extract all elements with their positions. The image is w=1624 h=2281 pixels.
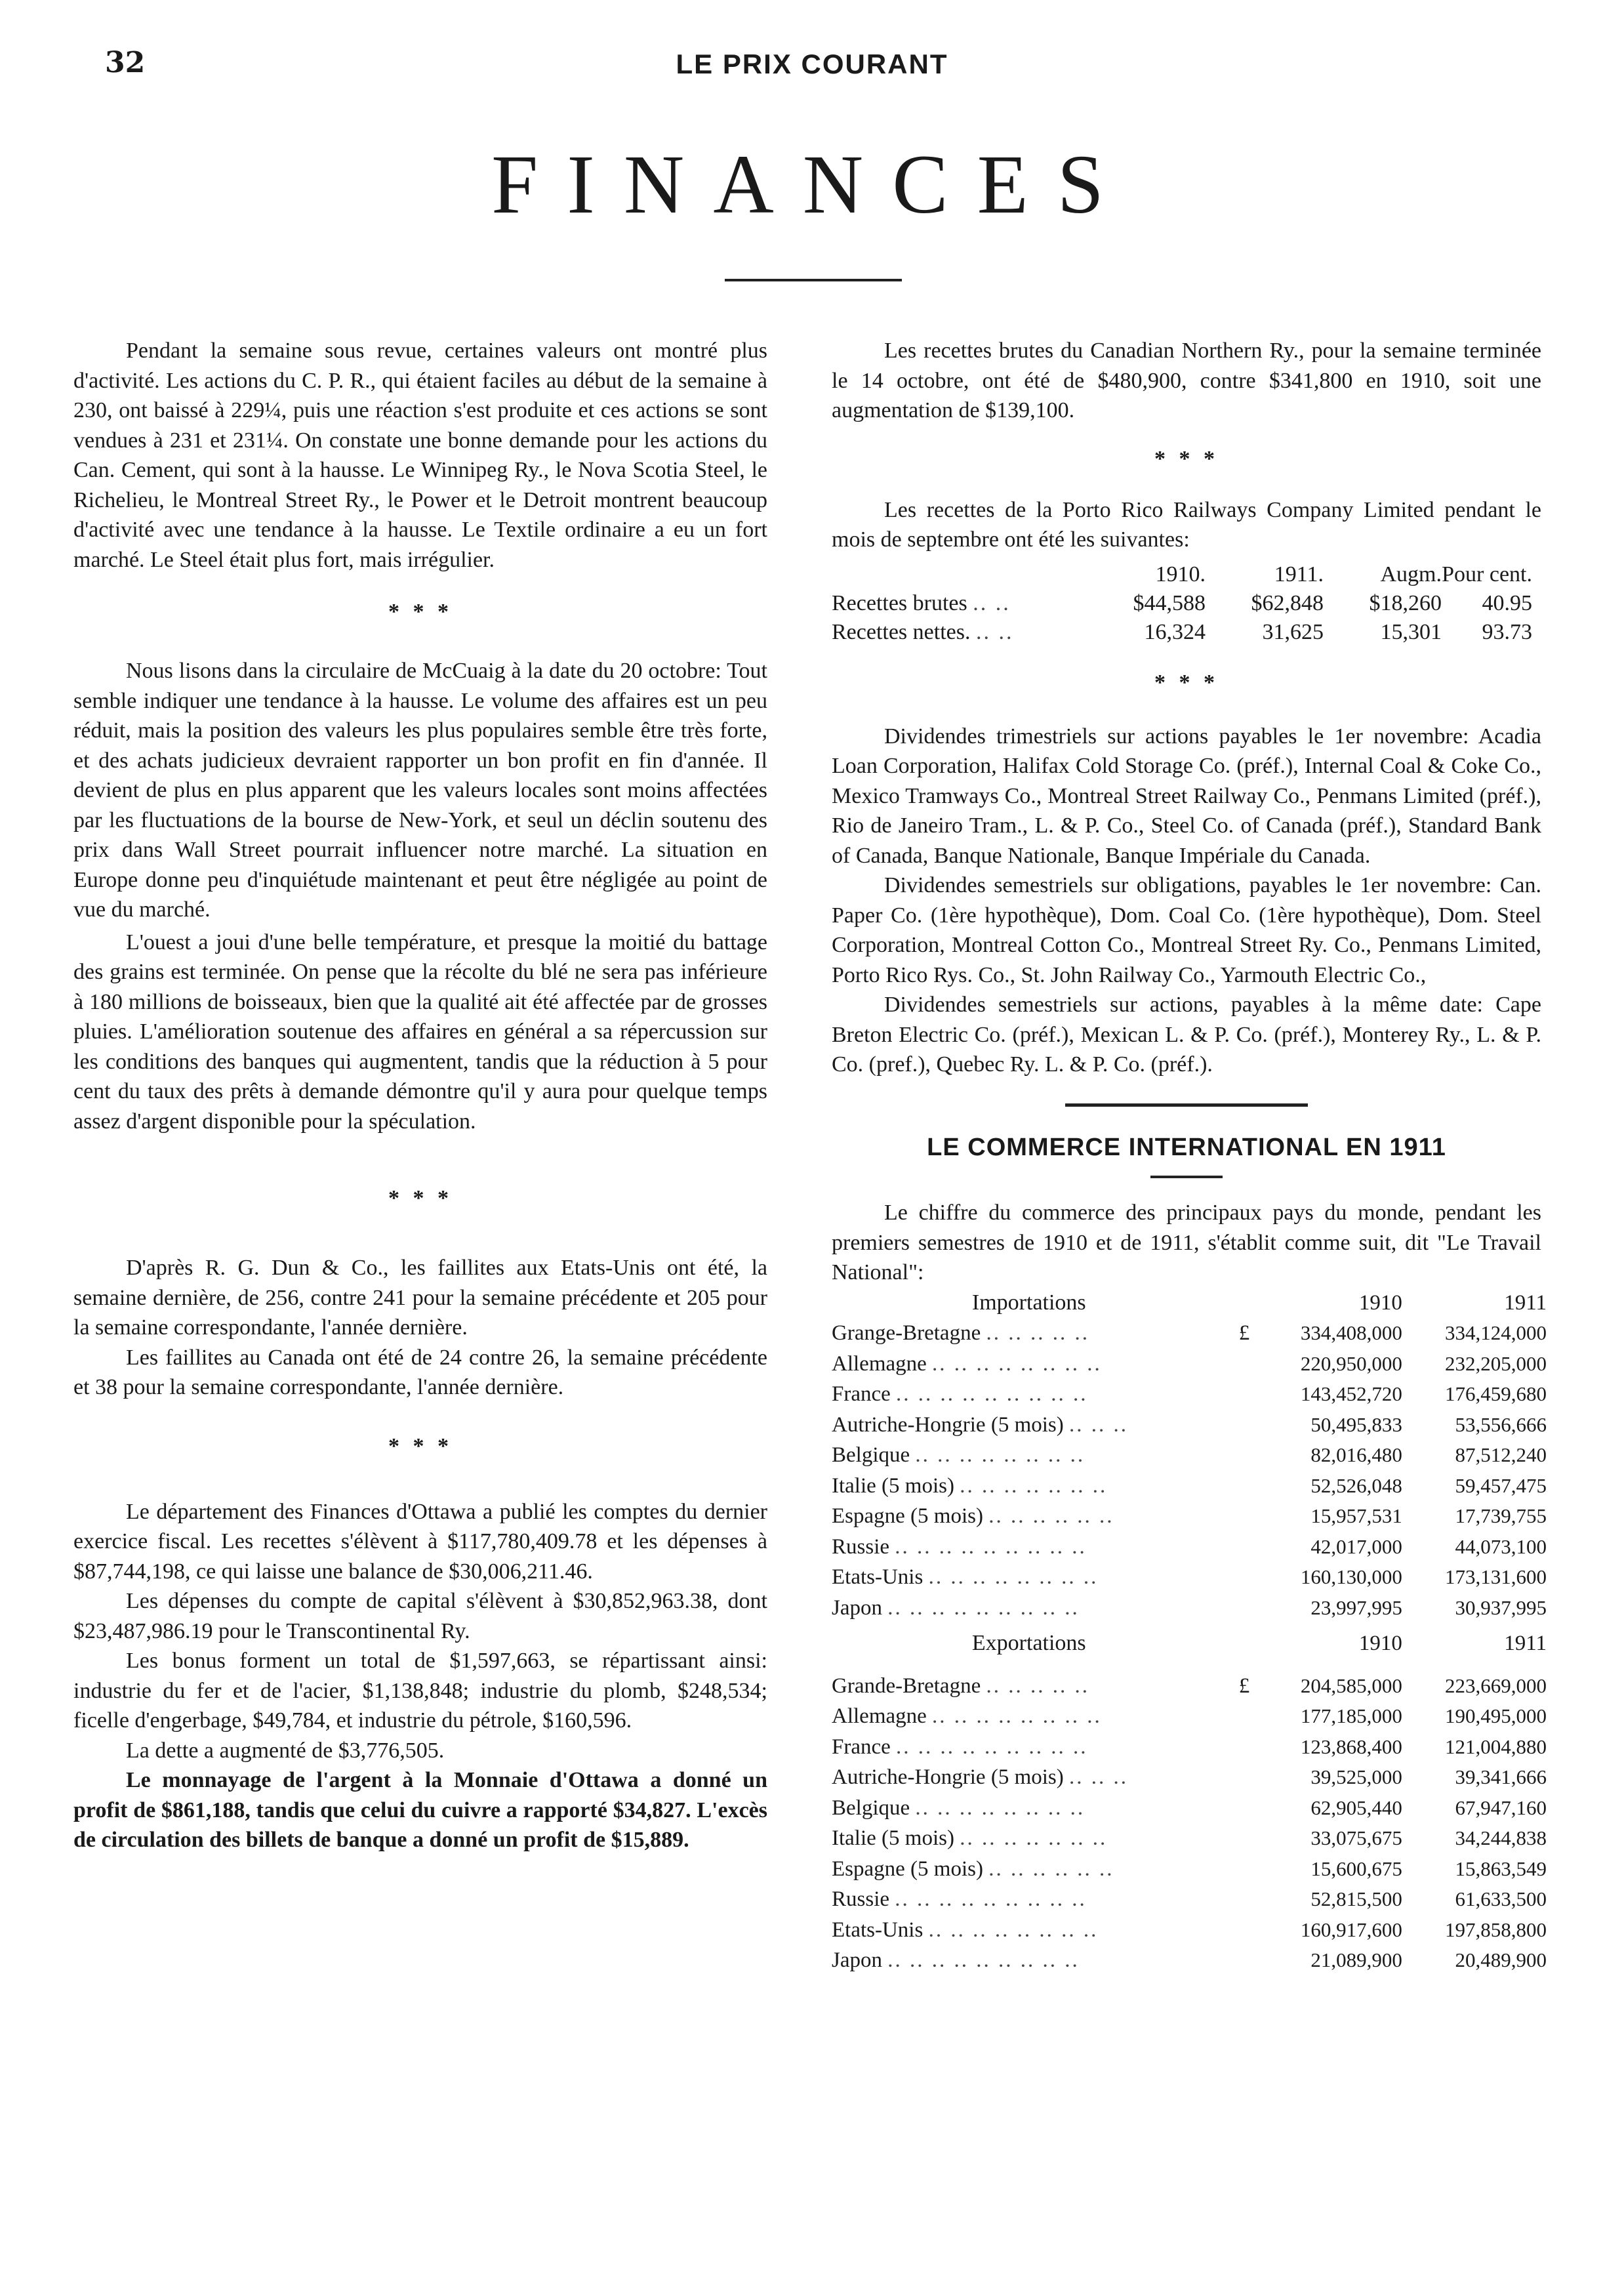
currency-symbol xyxy=(1227,1379,1250,1410)
table-header-row xyxy=(832,560,1532,589)
exports-title: Exportations xyxy=(971,1631,1086,1655)
value-1911: 61,633,500 xyxy=(1455,1887,1547,1910)
paragraph-porto-rico: Les recettes de la Porto Rico Railways Company Limited pendant le mois de septembre ont été les suivantes: xyxy=(832,497,1541,552)
value-1911: 173,131,600 xyxy=(1445,1565,1547,1588)
table-row xyxy=(832,589,1532,618)
value-1910: 143,452,720 xyxy=(1300,1382,1402,1405)
currency-symbol xyxy=(1227,1349,1250,1380)
value-1911: 30,937,995 xyxy=(1455,1595,1547,1619)
value-1910: 16,324 xyxy=(1144,619,1206,644)
leader-dots: .. .. .. xyxy=(1069,1765,1128,1789)
table-row xyxy=(832,1854,1547,1885)
table-row xyxy=(832,1793,1547,1824)
imports-year-2: 1911 xyxy=(1504,1290,1547,1315)
leader-dots: .. .. xyxy=(973,590,1011,615)
paragraph-canadian-northern: Les recettes brutes du Canadian Northern Ry., pour la semaine terminée le 14 octobre, ont été de $480,900, contre $341,800 en 1910, soit une augmentation de $139,100. xyxy=(832,339,1541,422)
value-1911: 232,205,000 xyxy=(1445,1351,1547,1375)
value-1910: 160,917,600 xyxy=(1300,1918,1402,1941)
value-1910: 33,075,675 xyxy=(1310,1826,1402,1849)
imports-table xyxy=(832,1288,1547,1624)
row-label: Recettes nettes. xyxy=(832,619,971,644)
currency-symbol xyxy=(1227,1854,1250,1885)
leader-dots: .. .. .. xyxy=(1069,1412,1128,1437)
exports-header-row xyxy=(832,1628,1547,1659)
value-1911: 190,495,000 xyxy=(1445,1704,1547,1727)
paragraph-monnayage: Le monnayage de l'argent à la Monnaie d'Ottawa a donné un profit de $861,188, tandis que celui du cuivre a rapporté $34,827. L'excès de circulation des billets de banque a donné un profit de $15,889. xyxy=(73,1768,767,1852)
col-1910: 1910. xyxy=(1155,562,1206,586)
left-column xyxy=(73,336,767,1855)
leader-dots: .. .. .. .. .. .. .. .. xyxy=(932,1704,1102,1728)
leader-dots: .. .. .. .. .. .. .. .. xyxy=(928,1918,1099,1942)
value-1910: 52,815,500 xyxy=(1310,1887,1402,1910)
currency-symbol xyxy=(1227,1762,1250,1793)
country-name: Italie (5 mois) xyxy=(832,1473,954,1498)
country-name: Russie xyxy=(832,1534,890,1559)
currency-symbol xyxy=(1227,1501,1250,1532)
stars-text: * * * xyxy=(1154,446,1219,471)
paragraph-market: Pendant la semaine sous revue, certaines valeurs ont montré plus d'activité. Les actions du C. P. R., qui étaient faciles au début de la semaine à 230, ont baissé à 229¼, puis une réaction s'est produite et ces actions se sont vendues à 231 et 231¼. On constate une bonne demande pour les actions du Can. Cement, qui sont à la hausse. Le Winnipeg Ry., le Nova Scotia Steel, le Richelieu, le Montreal Street Ry., le Power et le Detroit montrent beaucoup d'activité avec une tendance à la hausse. Le Textile ordinaire a eu un fort marché. Le Steel était plus fort, mais irrégulier. xyxy=(73,339,767,572)
country-name: Etats-Unis xyxy=(832,1565,924,1589)
section-stars xyxy=(832,670,1541,695)
col-augm: Augm. xyxy=(1380,562,1442,586)
table-row xyxy=(832,1440,1547,1471)
value-augm: 15,301 xyxy=(1380,619,1442,644)
table-row xyxy=(832,618,1532,647)
currency-symbol xyxy=(1227,1732,1250,1763)
leader-dots: .. .. .. .. .. .. .. .. .. xyxy=(896,1735,1088,1759)
value-1911: 34,244,838 xyxy=(1455,1826,1547,1849)
country-name: Etats-Unis xyxy=(832,1918,924,1942)
value-1911: 176,459,680 xyxy=(1445,1382,1547,1405)
currency-symbol xyxy=(1227,1593,1250,1624)
value-1910: 177,185,000 xyxy=(1300,1704,1402,1727)
page-title: FINANCES xyxy=(491,138,1133,231)
value-1910: 23,997,995 xyxy=(1310,1595,1402,1619)
table-row xyxy=(832,1349,1547,1380)
value-1910: 42,017,000 xyxy=(1310,1534,1402,1558)
stars-text: * * * xyxy=(388,1186,453,1210)
table-row xyxy=(832,1318,1547,1349)
heading-underline xyxy=(1150,1176,1223,1178)
value-pct: 93.73 xyxy=(1482,619,1532,644)
leader-dots: .. .. .. .. .. .. .. xyxy=(960,1473,1108,1498)
value-1911: 39,341,666 xyxy=(1455,1765,1547,1788)
value-1910: 160,130,000 xyxy=(1300,1565,1402,1588)
value-1911: 53,556,666 xyxy=(1455,1412,1547,1436)
col-1911: 1911. xyxy=(1274,562,1324,586)
paragraph-faillites-canada: Les faillites au Canada ont été de 24 contre 26, la semaine précédente et 38 pour la semaine correspondante, l'année dernière. xyxy=(73,1345,767,1399)
leader-dots: .. .. .. .. .. .. .. .. .. xyxy=(896,1382,1088,1406)
title-rule xyxy=(725,279,902,281)
country-name: Allemagne xyxy=(832,1351,927,1376)
table-row xyxy=(832,1671,1547,1702)
value-1911: 31,625 xyxy=(1262,619,1324,644)
leader-dots: .. .. xyxy=(975,619,1014,644)
stars-text: * * * xyxy=(1154,670,1219,695)
row-label: Recettes brutes xyxy=(832,590,967,615)
country-name: Japon xyxy=(832,1948,882,1972)
imports-header-row xyxy=(832,1288,1547,1319)
table-row xyxy=(832,1501,1547,1532)
value-1910: 220,950,000 xyxy=(1300,1351,1402,1375)
value-1911: 87,512,240 xyxy=(1455,1443,1547,1466)
paragraph-dividendes-obligations: Dividendes semestriels sur obligations, payables le 1er novembre: Can. Paper Co. (1ère hypothèque), Dom. Coal Co. (1ère hypothèque), Dom. Steel Corporation, Montreal Cotton Co., Montreal Street Ry. Co., Penmans Limited, Porto Rico Rys. Co., St. John Railway Co., Yarmouth Electric Co., xyxy=(832,873,1541,987)
country-name: Belgique xyxy=(832,1443,910,1467)
leader-dots: .. .. .. .. .. .. .. .. xyxy=(915,1796,1086,1820)
paragraph-capital: Les dépenses du compte de capital s'élèvent à $30,852,963.38, dont $23,487,986.19 pour le Transcontinental Ry. xyxy=(73,1589,767,1643)
section-rule xyxy=(1065,1103,1308,1107)
paragraph-ouest: L'ouest a joui d'une belle température, et presque la moitié du battage des grains est terminée. On pense que la récolte du blé ne sera pas inférieure à 180 millions de boisseaux, bien que la qualité ait été affectée par de grosses pluies. L'amélioration soutenue des affaires en général a sa répercussion sur les conditions des banques qui augmentent, tandis que la réduction à 5 pour cent du taux des prêts à demande démontre qu'il y aura pour quelque temps assez d'argent disponible pour la spéculation. xyxy=(73,930,767,1134)
imports-title: Importations xyxy=(971,1290,1086,1315)
table-row xyxy=(832,1532,1547,1563)
leader-dots: .. .. .. .. .. .. .. .. .. xyxy=(895,1534,1087,1559)
country-name: Japon xyxy=(832,1595,882,1620)
imports-year-1: 1910 xyxy=(1358,1290,1402,1315)
value-1910: 39,525,000 xyxy=(1310,1765,1402,1788)
currency-symbol xyxy=(1227,1701,1250,1732)
table-row xyxy=(832,1562,1547,1593)
exports-year-2: 1911 xyxy=(1504,1632,1547,1655)
value-1911: 44,073,100 xyxy=(1455,1534,1547,1558)
value-1911: 67,947,160 xyxy=(1455,1796,1547,1819)
value-1910: 204,585,000 xyxy=(1300,1674,1402,1697)
table-row xyxy=(832,1593,1547,1624)
currency-symbol xyxy=(1227,1562,1250,1593)
currency-symbol xyxy=(1227,1532,1250,1563)
table-row xyxy=(832,1945,1547,1976)
value-1911: 334,124,000 xyxy=(1445,1321,1547,1344)
value-1911: 15,863,549 xyxy=(1455,1857,1547,1880)
leader-dots: .. .. .. .. .. .. xyxy=(988,1857,1114,1881)
value-pct: 40.95 xyxy=(1482,590,1532,615)
value-1910: 334,408,000 xyxy=(1300,1321,1402,1344)
paragraph-dun: D'après R. G. Dun & Co., les faillites aux Etats-Unis ont été, la semaine dernière, de 256, contre 241 pour la semaine précédente et 205 pour la semaine correspondante, l'année dernière. xyxy=(73,1256,767,1340)
country-name: Grande-Bretagne xyxy=(832,1674,981,1698)
table-row xyxy=(832,1701,1547,1732)
commerce-heading: LE COMMERCE INTERNATIONAL EN 1911 xyxy=(927,1133,1446,1161)
leader-dots: .. .. .. .. .. .. .. .. .. xyxy=(895,1887,1087,1911)
value-1910: 15,600,675 xyxy=(1310,1857,1402,1880)
leader-dots: .. .. .. .. .. .. .. .. xyxy=(932,1351,1102,1376)
paragraph-commerce-intro: Le chiffre du commerce des principaux pays du monde, pendant les premiers semestres de 1910 et de 1911, s'établit comme suit, dit "Le Travail National": xyxy=(832,1201,1541,1284)
value-1911: 20,489,900 xyxy=(1455,1948,1547,1971)
country-name: Russie xyxy=(832,1887,890,1911)
exports-year-1: 1910 xyxy=(1358,1632,1402,1655)
currency-symbol xyxy=(1227,1793,1250,1824)
value-1911: 59,457,475 xyxy=(1455,1473,1547,1497)
value-1910: 52,526,048 xyxy=(1310,1473,1402,1497)
currency-symbol xyxy=(1227,1915,1250,1946)
paragraph-mccuaig: Nous lisons dans la circulaire de McCuaig à la date du 20 octobre: Tout semble indiquer une tendance à la hausse. Le volume des affaires est un peu réduit, mais la position des valeurs les plus populaires semble être très forte, et des achats judicieux devraient rapporter un bon profit en fin d'année. Il devient de plus en plus apparent que les valeurs locales sont moins affectées par les fluctuations de la bourse de New-York, et seul un déclin soutenu des prix dans Wall Street pourrait influencer notre marché. La situation en Europe donne peu d'inquiétude maintenant et peut être négligée au point de vue du marché. xyxy=(73,659,767,922)
section-stars xyxy=(73,1186,767,1210)
section-stars xyxy=(832,446,1541,471)
leader-dots: .. .. .. .. .. xyxy=(986,1674,1089,1698)
porto-rico-table xyxy=(832,560,1532,647)
paragraph-finances-ottawa: Le département des Finances d'Ottawa a publié les comptes du dernier exercice fiscal. Les recettes s'élèvent à $117,780,409.78 et les dépenses à $87,744,198, ce qui laisse une balance de $30,006,211.46. xyxy=(73,1499,767,1584)
exports-table xyxy=(832,1628,1547,1976)
value-1910: 50,495,833 xyxy=(1310,1412,1402,1436)
country-name: France xyxy=(832,1382,891,1406)
value-1910: 82,016,480 xyxy=(1310,1443,1402,1466)
table-row xyxy=(832,1379,1547,1410)
currency-symbol xyxy=(1227,1823,1250,1854)
paragraph-dette: La dette a augmenté de $3,776,505. xyxy=(126,1738,445,1763)
leader-dots: .. .. .. .. .. .. .. .. .. xyxy=(887,1948,1080,1972)
country-name: Allemagne xyxy=(832,1704,927,1728)
country-name: Autriche-Hongrie (5 mois) xyxy=(832,1765,1064,1789)
value-1910: 123,868,400 xyxy=(1300,1735,1402,1758)
country-name: France xyxy=(832,1735,891,1759)
table-row xyxy=(832,1732,1547,1763)
col-pour-cent: Pour cent. xyxy=(1442,562,1532,586)
value-1911: 121,004,880 xyxy=(1445,1735,1547,1758)
stars-text: * * * xyxy=(388,1433,453,1458)
value-1910: 15,957,531 xyxy=(1310,1504,1402,1527)
table-row xyxy=(832,1823,1547,1854)
country-name: Autriche-Hongrie (5 mois) xyxy=(832,1412,1064,1437)
leader-dots: .. .. .. .. .. .. xyxy=(988,1504,1114,1528)
country-name: Espagne (5 mois) xyxy=(832,1857,983,1881)
country-name: Italie (5 mois) xyxy=(832,1826,954,1850)
currency-symbol xyxy=(1227,1440,1250,1471)
table-row xyxy=(832,1884,1547,1915)
country-name: Espagne (5 mois) xyxy=(832,1504,983,1528)
currency-symbol xyxy=(1227,1471,1250,1502)
table-row xyxy=(832,1915,1547,1946)
value-augm: $18,260 xyxy=(1369,590,1442,615)
running-title: LE PRIX COURANT xyxy=(676,49,948,79)
value-1911: $62,848 xyxy=(1251,590,1324,615)
currency-symbol: £ xyxy=(1238,1674,1250,1698)
table-row xyxy=(832,1762,1547,1793)
paragraph-bonus: Les bonus forment un total de $1,597,663, se répartissant ainsi: industrie du fer et de l'acier, $1,138,848; industrie du plomb, $248,534; ficelle d'engerbage, $49,784, et industrie du pétrole, $160,596. xyxy=(73,1649,767,1733)
value-1911: 197,858,800 xyxy=(1445,1918,1547,1941)
country-name: Belgique xyxy=(832,1796,910,1820)
value-1910: $44,588 xyxy=(1133,590,1206,615)
right-column xyxy=(832,336,1547,1976)
paragraph-dividendes-actions: Dividendes semestriels sur actions, payables à la même date: Cape Breton Electric Co. (préf.), Mexican L. & P. Co. (préf.), Monterey Ry., L. & P. Co. (pref.), Quebec Ry. L. & P. Co. (préf.). xyxy=(832,993,1541,1077)
leader-dots: .. .. .. .. .. .. .. .. xyxy=(928,1565,1099,1589)
value-1910: 62,905,440 xyxy=(1310,1796,1402,1819)
currency-symbol xyxy=(1227,1884,1250,1915)
leader-dots: .. .. .. .. .. .. .. xyxy=(960,1826,1108,1850)
table-row xyxy=(832,1471,1547,1502)
page-number: 32 xyxy=(105,46,146,79)
country-name: Grange-Bretagne xyxy=(832,1321,981,1345)
value-1911: 223,669,000 xyxy=(1445,1674,1547,1697)
currency-symbol xyxy=(1227,1945,1250,1976)
stars-text: * * * xyxy=(388,600,453,624)
section-stars xyxy=(73,1433,767,1458)
value-1911: 17,739,755 xyxy=(1455,1504,1547,1527)
section-stars xyxy=(73,602,767,622)
leader-dots: .. .. .. .. .. xyxy=(986,1321,1089,1345)
paragraph-dividendes-trimestriels: Dividendes trimestriels sur actions payables le 1er novembre: Acadia Loan Corporation, Halifax Cold Storage Co. (préf.), Internal Coal & Coke Co., Mexico Tramways Co., Montreal Street Railway Co., Penmans Limited (préf.), Rio de Janeiro Tram., L. & P. Co., Steel Co. of Canada (préf.), Standard Bank of Canada, Banque Nationale, Banque Impériale du Canada. xyxy=(832,724,1541,868)
table-row xyxy=(832,1410,1547,1441)
leader-dots: .. .. .. .. .. .. .. .. .. xyxy=(887,1595,1080,1620)
leader-dots: .. .. .. .. .. .. .. .. xyxy=(915,1443,1086,1467)
value-1910: 21,089,900 xyxy=(1310,1948,1402,1971)
currency-symbol: £ xyxy=(1238,1321,1250,1345)
currency-symbol xyxy=(1227,1410,1250,1441)
